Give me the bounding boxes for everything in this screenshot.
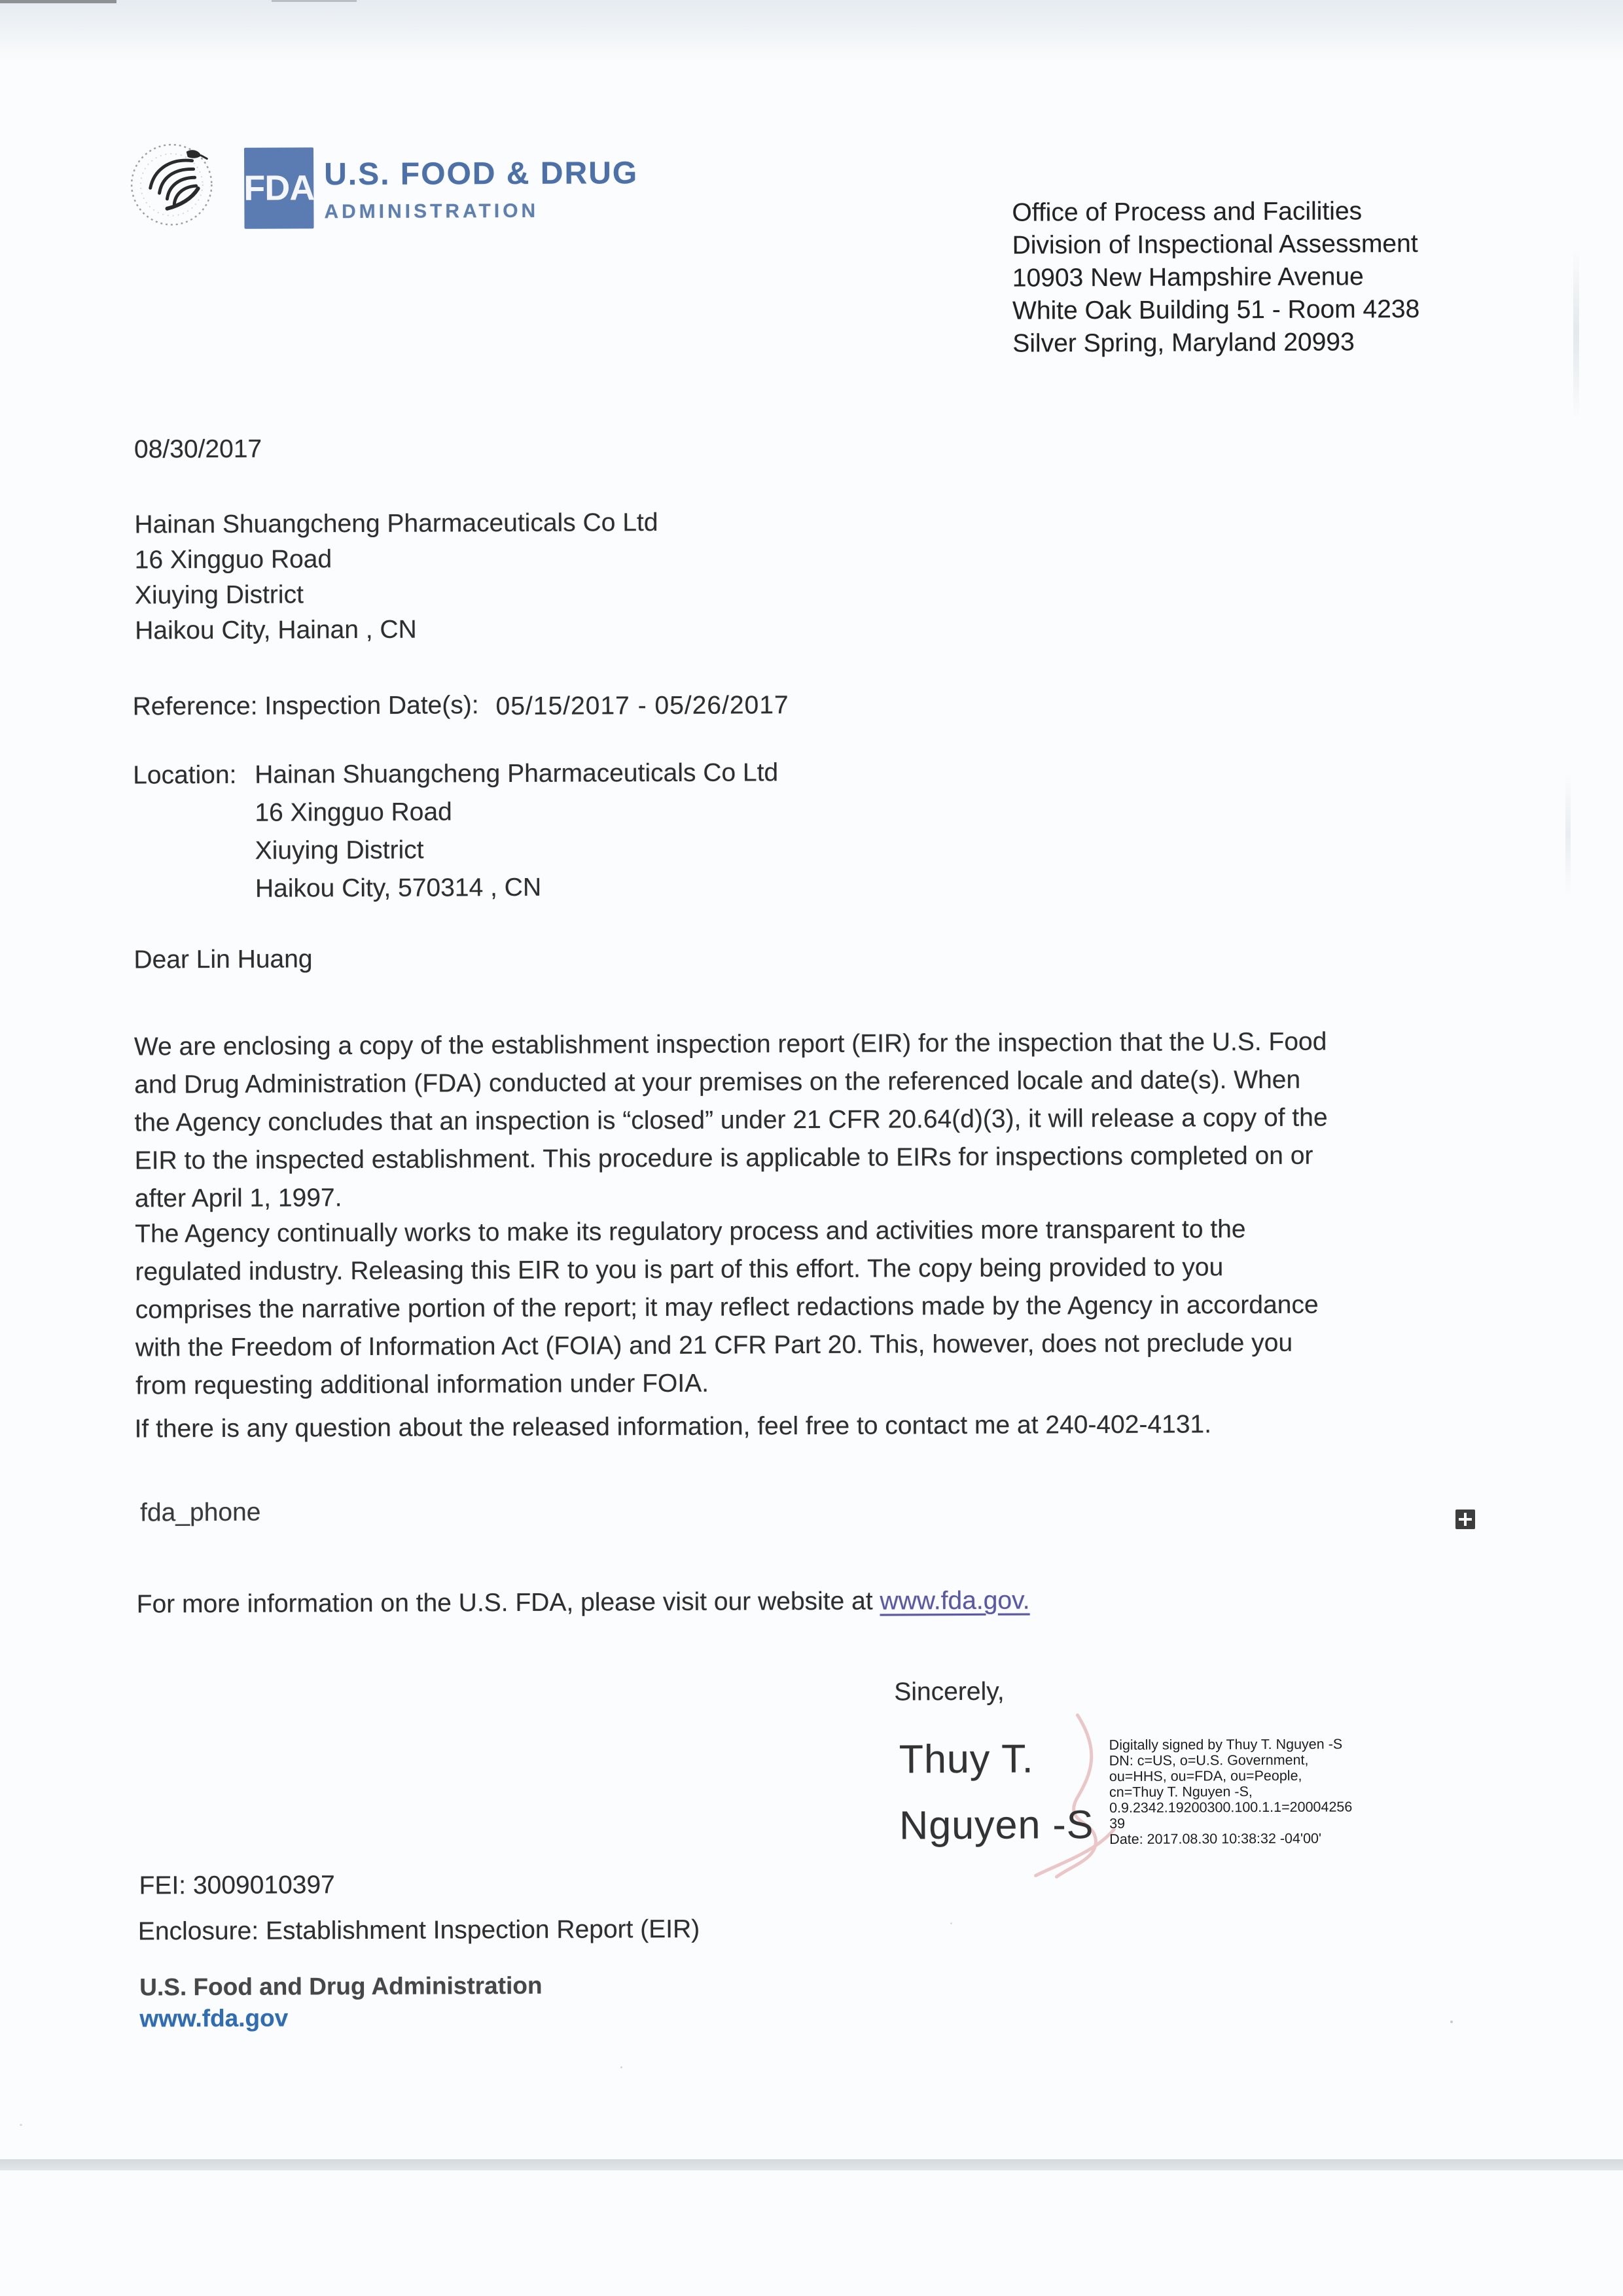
recipient-address-block xyxy=(134,505,658,648)
paragraph-line: after April 1, 1997. xyxy=(134,1184,342,1213)
more-info-text: For more information on the U.S. FDA, please visit our website at xyxy=(136,1587,880,1619)
recipient-line: Xiuying District xyxy=(134,580,304,610)
digital-signature-details xyxy=(1109,1736,1353,1847)
recipient-line: Haikou City, Hainan , CN xyxy=(135,615,417,645)
reference-label: Reference: Inspection Date(s): xyxy=(132,691,479,721)
paragraph-line: and Drug Administration (FDA) conducted at your premises on the referenced locale and date(s). When xyxy=(134,1065,1301,1099)
paragraph-line: with the Freedom of Information Act (FOIA) and 21 CFR Part 20. This, however, does not preclude you xyxy=(135,1328,1293,1362)
sender-line: Division of Inspectional Assessment xyxy=(1012,229,1418,260)
digital-signature-line: 39 xyxy=(1109,1815,1126,1832)
digital-signature-line: Date: 2017.08.30 10:38:32 -04'00' xyxy=(1109,1830,1322,1848)
body-paragraph-2 xyxy=(135,1210,1319,1405)
contact-line: If there is any question about the released information, feel free to contact me at 240-402-4131. xyxy=(134,1410,1212,1443)
paragraph-line: from requesting additional information under FOIA. xyxy=(135,1369,709,1400)
digital-signature-line: DN: c=US, o=U.S. Government, xyxy=(1109,1752,1309,1769)
signer-name-line: Nguyen -S xyxy=(899,1802,1094,1848)
scan-speck xyxy=(20,2124,22,2126)
plus-icon[interactable] xyxy=(1455,1510,1475,1529)
location-line: 16 Xingguo Road xyxy=(255,798,452,827)
fda-logo-box xyxy=(244,147,314,228)
paragraph-line: regulated industry. Releasing this EIR to you is part of this effort. The copy being provided to you xyxy=(135,1253,1224,1286)
sender-line: Silver Spring, Maryland 20993 xyxy=(1012,328,1355,358)
body-paragraph-1 xyxy=(134,1023,1328,1218)
location-address xyxy=(255,754,779,908)
closing-sincerely: Sincerely, xyxy=(894,1677,1005,1706)
footer-org-name: U.S. Food and Drug Administration xyxy=(139,1971,543,2001)
location-line: Haikou City, 570314 , CN xyxy=(255,873,542,903)
paragraph-line: comprises the narrative portion of the report; it may reflect redactions made by the Agency in accordance xyxy=(135,1290,1319,1324)
location-line: Hainan Shuangcheng Pharmaceuticals Co Ltd xyxy=(255,758,779,789)
logo-line-2: ADMINISTRATION xyxy=(324,200,539,223)
digital-signature-line: ou=HHS, ou=FDA, ou=People, xyxy=(1109,1767,1302,1785)
footer-fda-url: www.fda.gov xyxy=(139,2004,289,2032)
more-info-line xyxy=(137,1588,1030,1617)
salutation: Dear Lin Huang xyxy=(134,945,313,974)
location-label: Location: xyxy=(133,760,237,790)
reference-line xyxy=(133,691,789,719)
fda-phone-field: fda_phone xyxy=(139,1498,261,1527)
location-line: Xiuying District xyxy=(255,836,424,865)
digital-signature-line: Digitally signed by Thuy T. Nguyen -S xyxy=(1109,1736,1343,1754)
scan-speck xyxy=(620,2066,622,2068)
recipient-line: 16 Xingguo Road xyxy=(134,545,332,574)
scan-speck xyxy=(1450,2021,1453,2023)
scan-speck xyxy=(950,1922,952,1924)
paragraph-line: EIR to the inspected establishment. This procedure is applicable to EIRs for inspections completed on or xyxy=(134,1141,1313,1175)
inspection-dates: 05/15/2017 - 05/26/2017 xyxy=(495,691,789,721)
paragraph-line: the Agency concludes that an inspection is “closed” under 21 CFR 20.64(d)(3), it will release a copy of the xyxy=(134,1103,1328,1137)
enclosure-line: Enclosure: Establishment Inspection Report (EIR) xyxy=(137,1915,700,1946)
paragraph-line: The Agency continually works to make its regulatory process and activities more transparent to the xyxy=(135,1215,1246,1248)
signer-name xyxy=(899,1725,1094,1858)
sender-address-block xyxy=(1012,195,1419,361)
logo-line-1: U.S. FOOD & DRUG xyxy=(324,156,639,192)
digital-signature-line: cn=Thuy T. Nguyen -S, xyxy=(1109,1784,1253,1801)
sender-line: White Oak Building 51 - Room 4238 xyxy=(1012,294,1420,325)
hhs-eagle-icon xyxy=(128,139,216,231)
paragraph-line: We are enclosing a copy of the establishment inspection report (EIR) for the inspection that the U.S. Food xyxy=(134,1027,1327,1061)
sender-line: Office of Process and Facilities xyxy=(1012,197,1363,227)
letter-date: 08/30/2017 xyxy=(134,434,262,464)
fda-logo-wordmark xyxy=(324,155,638,223)
fei-number: FEI: 3009010397 xyxy=(139,1871,335,1900)
digital-signature-line: 0.9.2342.19200300.100.1.1=20004256 xyxy=(1109,1799,1353,1816)
signer-name-line: Thuy T. xyxy=(899,1736,1034,1782)
scan-bottom-edge xyxy=(0,2159,1623,2170)
fda-website-link[interactable]: www.fda.gov. xyxy=(880,1586,1030,1616)
sender-line: 10903 New Hampshire Avenue xyxy=(1012,262,1364,292)
recipient-line: Hainan Shuangcheng Pharmaceuticals Co Ltd xyxy=(134,508,658,539)
fda-acronym: FDA xyxy=(243,168,315,208)
